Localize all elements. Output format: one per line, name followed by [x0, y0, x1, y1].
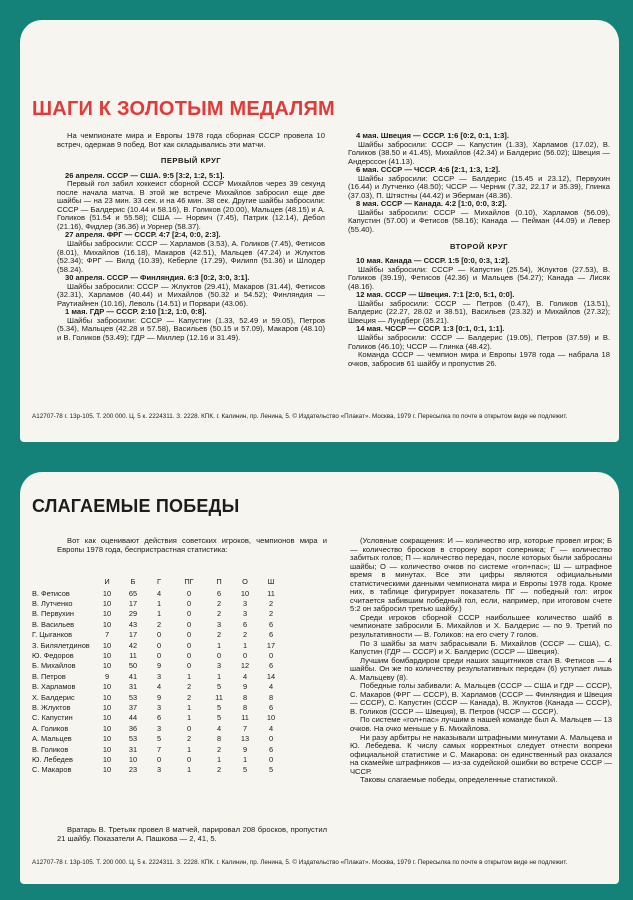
match-heading: 4 мая. Швеция — СССР. 1:6 [0:2, 0:1, 1:3]. — [356, 131, 509, 140]
stat-cell: 1 — [216, 671, 222, 681]
stat-cell: 4 — [216, 723, 222, 733]
stat-cell: 5 — [216, 702, 222, 712]
stat-cell: 7 — [242, 723, 248, 733]
stat-cell: 10 — [102, 651, 112, 661]
player-name-cell: С. Макаров — [32, 765, 72, 775]
stat-cell: 3 — [242, 599, 248, 609]
paragraph: Шайбы забросили: СССР — Петров (0.47), В. Голиков (13.51), Балдерис (22.27, 28.02 и 38.51), Васильев (23.32) и Михайлов (27.32); Швеция — Лундберг (35.21). — [348, 298, 610, 325]
stat-cell: 1 — [156, 609, 162, 619]
paragraph: Среди игроков сборной СССР наибольшее количество шайб в чемпионате забросили Б. Михайлов и Х. Балдерис — по 9. Третий по результативности — В. Голиков: на его счету 7 голов. — [350, 612, 612, 640]
stat-cell: 43 — [128, 619, 138, 629]
table-row — [32, 661, 284, 671]
stat-cell: 6 — [268, 630, 274, 640]
player-name-cell: Г. Цыганков — [32, 630, 73, 640]
stat-cell: 5 — [216, 682, 222, 692]
stat-cell: 1 — [242, 754, 248, 764]
stat-cell: 6 — [268, 702, 274, 712]
table-row — [32, 598, 284, 608]
stat-cell: 9 — [242, 682, 248, 692]
stat-cell: 3 — [156, 671, 162, 681]
match-heading: 1 мая. ГДР — СССР. 2:10 [1:2, 1:0, 0:8]. — [65, 307, 207, 317]
stat-cell: 11 — [129, 651, 137, 661]
player-stats-table — [32, 577, 284, 775]
stat-cell: 1 — [242, 640, 248, 650]
stat-cell: 9 — [242, 744, 248, 754]
table-row — [32, 754, 284, 764]
stat-cell: 5 — [268, 765, 274, 775]
stat-cell: 4 — [268, 682, 274, 692]
paragraph: Шайбы забросили: СССР — Капустин (1.33, 52.49 и 59.05), Петров (5.34), Мальцев (42.28 и 57.58), Васильев (50.15 и 57.09), Макаров (48.10) и В. Голиков (53.49); ГДР — Миллер (12.16 и 31.49). — [57, 315, 325, 343]
stat-cell: 6 — [268, 661, 274, 671]
player-name-cell: В. Петров — [32, 671, 66, 681]
stat-cell: 0 — [186, 640, 192, 650]
stat-cell: 0 — [186, 723, 192, 733]
paragraph: (Условные сокращения: И — количество игр, которые провел игрок; Б — количество бросков в сторону ворот соперника; Г — количество забитых голов; П — количество передач, после которых были забросаны шайбы; О — количество очков по системе «гол+пас»; Ш — штрафное время в минутах. Все эти цифры являются официальными статистическими данными чемпионата мира и Европы 1978 года. Кроме них, в таблице фигурирует показатель ПГ — победный гол: игрок считается забившим победный гол, если, например, при итоговом счете 5:2 он забросил третью шайбу.) — [350, 536, 612, 614]
stat-cell: 7 — [104, 630, 110, 640]
stat-cell: 6 — [156, 713, 162, 723]
player-name-cell: В. Первухин — [32, 609, 74, 619]
stat-cell: 2 — [216, 599, 222, 609]
stat-cell: 44 — [128, 713, 138, 723]
stat-cell: 31 — [128, 682, 138, 692]
player-name-cell: З. Билялетдинов — [32, 640, 90, 650]
stat-cell: 6 — [268, 619, 274, 629]
stat-cell: 10 — [102, 754, 112, 764]
table-row — [32, 702, 284, 712]
paragraph: По системе «гол+пас» лучшим в нашей команде был А. Мальцев — 13 очков. На очко меньше у Б. Михайлова. — [350, 715, 612, 734]
stat-cell: 2 — [156, 619, 162, 629]
paragraph: Шайбы забросили: СССР — Капустин (1.33), Харламов (17.02), В. Голиков (38.50 и 41.45), Михайлов (42.34) и Балдерис (56.02); Швеция — Андерссон (41.13). — [348, 139, 610, 166]
stat-cell: 10 — [102, 599, 112, 609]
stat-cell: 10 — [240, 588, 250, 598]
paragraph: Победные голы забивали: А. Мальцев (СССР — США и ГДР — СССР), С. Макаров (ФРГ — СССР), В. Харламов (СССР — Финляндия и Швеция — СССР), С. Капустин (СССР — Канада), В. Жлуктов (Канада — СССР), В. Голиков (СССР — Швеция), В. Петров (ЧССР — СССР). — [350, 681, 612, 716]
stats-table-header-row — [32, 577, 284, 588]
stat-cell: 9 — [104, 671, 110, 681]
stat-cell: 3 — [216, 661, 222, 671]
table-row — [32, 619, 284, 629]
stat-cell: 41 — [128, 671, 138, 681]
paragraph: Таковы слагаемые победы, определенные статистикой. — [360, 775, 558, 785]
paragraph: Лучшим бомбардиром среди наших защитников стал В. Фетисов — 4 шайбы. Он же по количеству результативных передач (6) уступает лишь А. Мальцеву (8). — [350, 655, 612, 682]
stat-cell: 8 — [268, 692, 274, 702]
stat-cell: 0 — [186, 754, 192, 764]
stat-cell: 37 — [128, 702, 138, 712]
match-heading: 14 мая. ЧССР — СССР. 1:3 [0:1, 0:1, 1:1]. — [356, 324, 505, 334]
column-header: П — [216, 577, 222, 586]
stat-cell: 1 — [216, 754, 222, 764]
stat-cell: 9 — [156, 661, 162, 671]
player-name-cell: В. Васильев — [32, 619, 75, 629]
stat-cell: 12 — [240, 661, 250, 671]
top-card-imprint: А12707-78 г. 13р-105. Т. 200 000. Ц. 5 к. 2224311. З. 2228. КПК. г. Калинин, пр. Ленина, 5. © Издательство «Плакат». Москва, 1979 г. Пересылка по почте в открытом виде не подлежит. — [32, 413, 568, 420]
stat-cell: 1 — [186, 765, 192, 775]
player-name-cell: А. Голиков — [32, 723, 69, 733]
stat-cell: 3 — [156, 702, 162, 712]
stat-cell: 0 — [268, 651, 274, 661]
stat-cell: 10 — [102, 702, 112, 712]
player-name-cell: В. Жлуктов — [32, 702, 71, 712]
stat-cell: 17 — [128, 630, 138, 640]
stat-cell: 4 — [242, 671, 248, 681]
stat-cell: 10 — [102, 713, 112, 723]
stat-cell: 42 — [128, 640, 138, 650]
match-heading: 30 апреля. СССР — Финляндия. 6:3 [0:2, 3:0, 3:1]. — [65, 273, 250, 283]
stat-cell: 0 — [156, 640, 162, 650]
top-card — [20, 20, 619, 442]
stat-cell: 2 — [216, 744, 222, 754]
stat-cell: 10 — [102, 661, 112, 671]
table-row — [32, 682, 284, 692]
stat-cell: 3 — [156, 723, 162, 733]
stat-cell: 10 — [266, 713, 276, 723]
paragraph: Ни разу арбитры не наказывали штрафными минутами А. Мальцева и Ю. Лебедева. К числу самых корректных следует отнести вопреки официальной статистике и С. Макарова: он единственный раз оказался на скамейке штрафников — из-за судейской ошибки во встрече СССР — ЧССР. — [350, 732, 612, 776]
stat-cell: 10 — [102, 744, 112, 754]
stat-cell: 4 — [268, 723, 274, 733]
stat-cell: 11 — [215, 692, 223, 702]
paragraph: Шайбы забросили: СССР — Жлуктов (29.41), Макаров (31.44), Фетисов (32.31), Харламов (40.44) и Михайлов (50.32 и 54.52); Финляндия — Раутиайнен (10.16), Леволь (14.51) и Порвари (43.06). — [57, 281, 325, 308]
stat-cell: 3 — [156, 765, 162, 775]
stat-cell: 10 — [128, 754, 138, 764]
stat-cell: 2 — [268, 599, 274, 609]
bottom-card-imprint: А12707-78 г. 13р-105. Т. 200 000. Ц. 5 к. 2224311. З. 2228. КПК. г. Калинин, пр. Ленина, 5. © Издательство «Плакат». Москва, 1979 г. Пересылка по почте в открытом виде не подлежит. — [32, 859, 568, 866]
stat-cell: 5 — [216, 713, 222, 723]
goalie-note — [57, 826, 327, 843]
section-heading: ВТОРОЙ КРУГ — [449, 241, 509, 251]
stat-cell: 10 — [102, 640, 112, 650]
paragraph: На чемпионате мира и Европы 1978 года сборная СССР провела 10 встреч, одержав 9 побед. Вот как складывались эти матчи. — [57, 131, 325, 149]
stat-cell: 3 — [242, 609, 248, 619]
stat-cell: 4 — [156, 682, 162, 692]
stat-cell: 0 — [186, 651, 192, 661]
top-card-right-column — [348, 132, 610, 368]
stat-cell: 11 — [267, 588, 275, 598]
table-row — [32, 692, 284, 702]
column-header: ПГ — [184, 577, 194, 586]
stat-cell: 0 — [186, 599, 192, 609]
player-name-cell: А. Мальцев — [32, 734, 72, 744]
table-row — [32, 609, 284, 619]
table-row — [32, 765, 284, 775]
stat-cell: 0 — [216, 651, 222, 661]
match-heading: 26 апреля. СССР — США. 9:5 [3:2, 1:2, 5:1]. — [65, 170, 225, 180]
stat-cell: 2 — [216, 630, 222, 640]
player-name-cell: В. Фетисов — [32, 588, 70, 598]
column-header: Ш — [267, 577, 275, 586]
player-name-cell: Ю. Лебедев — [32, 754, 73, 764]
player-name-cell: Ю. Федоров — [32, 651, 74, 661]
stat-cell: 3 — [216, 619, 222, 629]
stat-cell: 14 — [266, 671, 276, 681]
stat-cell: 13 — [240, 734, 250, 744]
stat-cell: 9 — [156, 692, 162, 702]
table-row — [32, 630, 284, 640]
stat-cell: 11 — [241, 713, 249, 723]
stat-cell: 2 — [186, 682, 192, 692]
table-row — [32, 640, 284, 650]
stat-cell: 1 — [186, 671, 192, 681]
stat-cell: 10 — [102, 619, 112, 629]
match-heading: 6 мая. СССР — ЧССР. 4:6 [2:1, 1:3, 1:2]. — [356, 165, 501, 175]
stat-cell: 2 — [268, 609, 274, 619]
table-row — [32, 744, 284, 754]
stats-intro — [57, 537, 327, 554]
stat-cell: 10 — [102, 734, 112, 744]
stat-cell: 0 — [242, 651, 248, 661]
paragraph: Первый гол забил хоккеист сборной СССР Михайлов через 39 секунд после начала матча. В этой же встрече Михайлов забросил еще две шайбы — на 23 мин. 33 сек. и на 46 мин. 38 сек. Другие шайбы забросили: СССР — Балдерис (10.44 и 58.16), В. Голиков (20.00), Мальцев (48.15) и А. Голиков (51.54 и 55.58); США — Норвич (7.45), Патрик (12.14), Дебол (21.16), Фидлер (36.36) и Уорнер (58.37). — [57, 179, 325, 231]
stat-cell: 5 — [156, 734, 162, 744]
stat-cell: 0 — [156, 630, 162, 640]
paragraph: Шайбы забросили: СССР — Михайлов (0.10), Харламов (56.09), Капустин (57.00) и Фетисов (58.16); Канада — Пейман (44.09) и Левер (55.40). — [348, 207, 610, 235]
stat-cell: 50 — [128, 661, 138, 671]
stat-cell: 1 — [186, 702, 192, 712]
paragraph: По 3 шайбы за матч забрасывали Б. Михайлов (СССР — США), С. Капустин (ГДР — СССР) и Х. Балдерис (СССР — Швеция). — [350, 638, 612, 657]
stat-cell: 1 — [156, 599, 162, 609]
top-card-title: ШАГИ К ЗОЛОТЫМ МЕДАЛЯМ — [32, 98, 335, 120]
stat-cell: 65 — [128, 588, 138, 598]
column-header: И — [104, 577, 110, 586]
table-row — [32, 588, 284, 598]
column-header: Б — [130, 577, 136, 586]
section-heading: ПЕРВЫЙ КРУГ — [160, 156, 222, 166]
stat-cell: 2 — [216, 765, 222, 775]
stat-cell: 8 — [242, 702, 248, 712]
stat-cell: 6 — [268, 744, 274, 754]
stat-cell: 0 — [186, 588, 192, 598]
stat-cell: 10 — [102, 723, 112, 733]
stat-cell: 0 — [186, 630, 192, 640]
stat-cell: 53 — [128, 692, 138, 702]
stat-cell: 0 — [268, 754, 274, 764]
stat-cell: 0 — [268, 734, 274, 744]
bottom-card — [20, 472, 619, 884]
paragraph: Шайбы забросили: СССР — Балдерис (15.45 и 23.12), Первухин (16.44) и Лутченко (48.50); ЧССР — Черник (7.32, 22.17 и 35.39), Глинка (37.03), П. Штястны (44.42) и Эберман (48.36). — [348, 173, 610, 200]
stat-cell: 29 — [128, 609, 138, 619]
table-row — [32, 713, 284, 723]
stat-cell: 0 — [186, 619, 192, 629]
stat-cell: 0 — [186, 609, 192, 619]
stat-cell: 1 — [186, 744, 192, 754]
column-header: О — [242, 577, 248, 586]
stat-cell: 10 — [102, 765, 112, 775]
paragraph: Шайбы забросили: СССР — Капустин (25.54), Жлуктов (27.53), В. Голиков (39.19), Фетисов (42.36) и Мальцев (54.27); Канада — Лисяк (48.16). — [348, 264, 610, 291]
stat-cell: 10 — [102, 588, 112, 598]
stat-cell: 23 — [128, 765, 138, 775]
stat-cell: 7 — [156, 744, 162, 754]
match-heading: 8 мая. СССР — Канада. 4:2 [1:0, 0:0, 3:2]. — [356, 199, 507, 209]
bottom-card-title: СЛАГАЕМЫЕ ПОБЕДЫ — [32, 496, 240, 516]
paragraph: Команда СССР — чемпион мира и Европы 1978 года — набрала 18 очков, забросив 61 шайбу и пропустив 26. — [348, 350, 610, 368]
goalie-note-text: Вратарь В. Третьяк провел 8 матчей, парировал 208 бросков, пропустил 21 шайбу. Показатели А. Пашкова — 2, 41, 5. — [57, 825, 327, 843]
stat-cell: 53 — [128, 734, 138, 744]
table-row — [32, 733, 284, 743]
paragraph: Шайбы забросили: СССР — Балдерис (19.05), Петров (37.59) и В. Голиков (46.10); ЧССР — Глинка (48.42). — [348, 333, 610, 351]
player-name-cell: В. Лутченко — [32, 599, 73, 609]
paragraph: Шайбы забросили: СССР — Харламов (3.53), А. Голиков (7.45), Фетисов (8.01), Михайлов (16.18), Макаров (42.51), Мальцев (47.24) и Жлуктов (52.34); ФРГ — Вилд (10.39), Кеберле (17.29), Филипп (51.36) и Шлодер (58.24). — [57, 239, 325, 274]
stat-cell: 0 — [186, 661, 192, 671]
match-heading: 10 мая. Канада — СССР. 1:5 [0:0, 0:3, 1:2]. — [356, 256, 510, 266]
stat-cell: 8 — [216, 734, 222, 744]
column-header — [32, 577, 94, 588]
stat-cell: 10 — [102, 692, 112, 702]
player-name-cell: С. Капустин — [32, 713, 73, 723]
stat-cell: 17 — [266, 640, 276, 650]
table-row — [32, 723, 284, 733]
stat-cell: 10 — [102, 609, 112, 619]
stat-cell: 0 — [156, 754, 162, 764]
stat-cell: 2 — [186, 734, 192, 744]
player-name-cell: Б. Михайлов — [32, 661, 76, 671]
stat-cell: 8 — [242, 692, 248, 702]
table-row — [32, 671, 284, 681]
stat-cell: 17 — [128, 599, 138, 609]
stat-cell: 1 — [186, 713, 192, 723]
stat-cell: 6 — [242, 619, 248, 629]
column-header: Г — [156, 577, 161, 586]
stat-cell: 5 — [242, 765, 248, 775]
stat-cell: 31 — [128, 744, 138, 754]
player-name-cell: В. Голиков — [32, 744, 69, 754]
stat-cell: 2 — [242, 630, 248, 640]
top-card-left-column — [57, 132, 325, 343]
stat-cell: 36 — [128, 723, 138, 733]
bottom-card-right-column — [350, 537, 612, 785]
stat-cell: 6 — [216, 588, 222, 598]
stat-cell: 0 — [156, 651, 162, 661]
player-name-cell: В. Харламов — [32, 682, 76, 692]
stat-cell: 1 — [216, 640, 222, 650]
stat-cell: 4 — [156, 588, 162, 598]
table-row — [32, 650, 284, 660]
match-heading: 27 апреля. ФРГ — СССР. 4:7 [2:4, 0:0, 2:3]. — [65, 230, 221, 240]
stat-cell: 2 — [216, 609, 222, 619]
stats-intro-text: Вот как оценивают действия советских игроков, чемпионов мира и Европы 1978 года, беспристрастная статистика: — [57, 536, 327, 554]
player-name-cell: Х. Балдерис — [32, 692, 75, 702]
match-heading: 12 мая. СССР — Швеция. 7:1 [2:0, 5:1, 0:0]. — [356, 290, 515, 300]
stat-cell: 2 — [186, 692, 192, 702]
stat-cell: 10 — [102, 682, 112, 692]
